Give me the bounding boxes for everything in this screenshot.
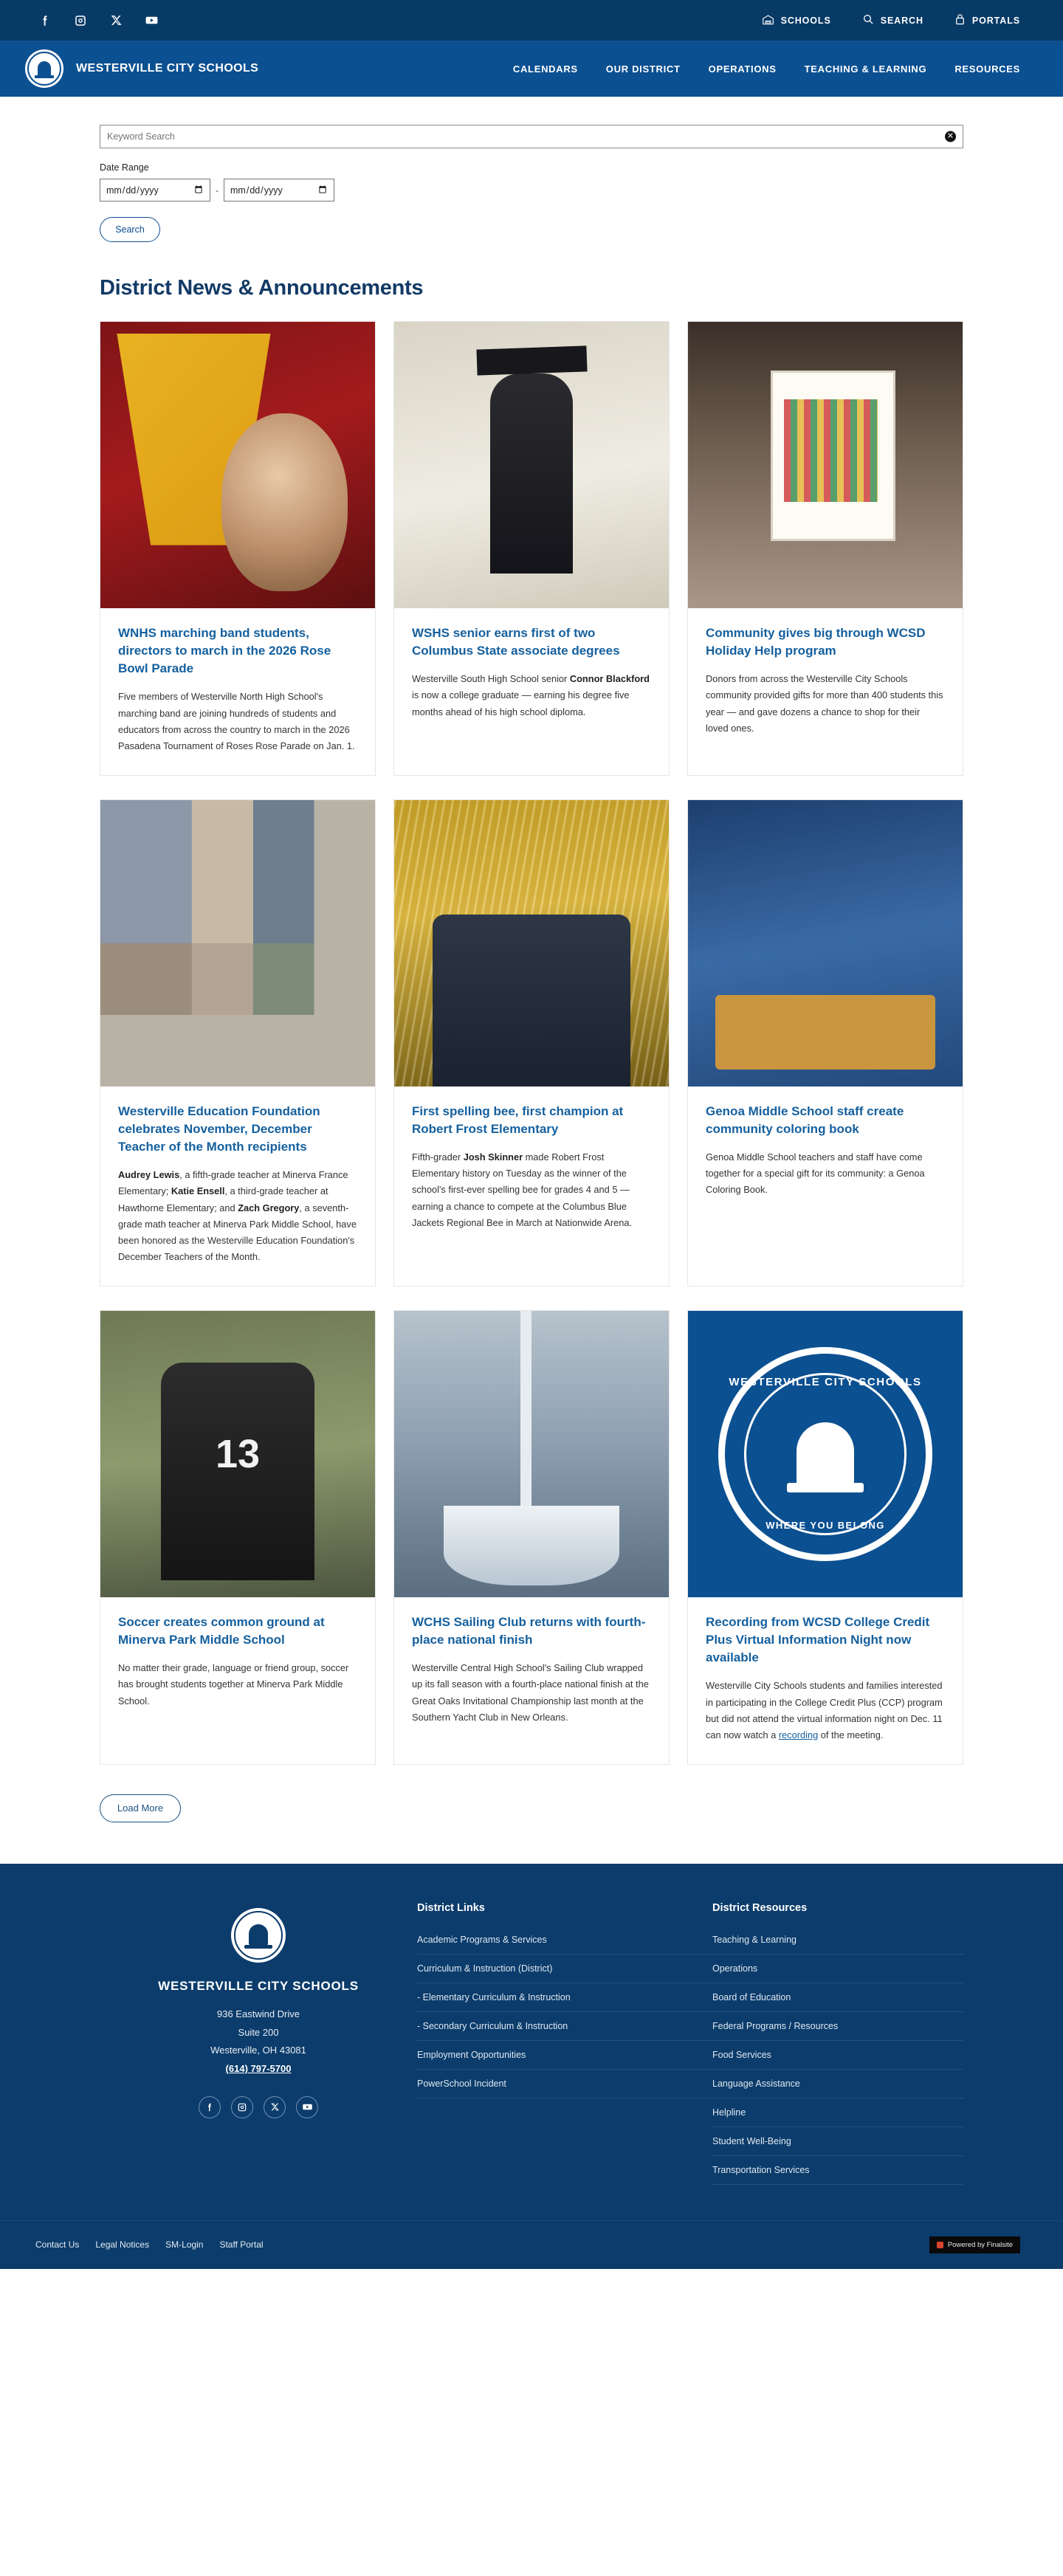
news-card-excerpt: Westerville City Schools students and families interested in participating in the College Credit Plus (CCP) program but did not attend the virtual information night on Dec. 11 can now watch a recording of the meeting.	[706, 1680, 943, 1740]
page-title: District News & Announcements	[100, 276, 424, 300]
news-card-excerpt: Genoa Middle School teachers and staff have come together for a special gift for its community: a Genoa Coloring Book.	[706, 1151, 925, 1196]
utility-link-search[interactable]	[862, 13, 923, 27]
main-navigation	[0, 41, 1063, 97]
news-card[interactable]	[393, 799, 670, 1287]
footer-link-list	[417, 1926, 712, 2098]
footer-brand	[100, 1902, 417, 2185]
seal-bottom-text: WHERE YOU BELONG	[766, 1520, 885, 1531]
utility-link-portals[interactable]	[954, 13, 1020, 27]
news-card[interactable]	[100, 321, 376, 776]
footer-list-item	[712, 2127, 963, 2156]
footer-bottom-link[interactable]: SM-Login	[165, 2239, 204, 2250]
news-card-title[interactable]: Soccer creates common ground at Minerva Park Middle School	[118, 1615, 325, 1647]
footer-bottom-link[interactable]: Staff Portal	[219, 2239, 264, 2250]
news-card-artwork	[394, 1311, 669, 1597]
youtube-icon[interactable]	[296, 2096, 318, 2118]
news-card-artwork	[394, 800, 669, 1086]
footer-list-item	[712, 2156, 963, 2185]
news-card-excerpt: Donors from across the Westerville City Schools community provided gifts for more than 400 students this year — and gave dozens a chance to shop for their loved ones.	[706, 673, 943, 734]
utility-link-schools[interactable]	[762, 14, 831, 27]
footer-link[interactable]: Student Well-Being	[712, 2135, 791, 2146]
utility-bar	[0, 0, 1063, 41]
news-card-title[interactable]: Recording from WCSD College Credit Plus Virtual Information Night now available	[706, 1615, 930, 1665]
news-card-image[interactable]	[100, 322, 375, 608]
news-card-image[interactable]	[688, 1311, 963, 1597]
footer-brand-name: WESTERVILLE CITY SCHOOLS	[158, 1978, 359, 1993]
footer-list-item	[417, 1926, 712, 1955]
news-card-excerpt: Five members of Westerville North High School's marching band are joining hundreds of students and educators from across the country to march in the 2026 Pasadena Tournament of Roses Rose Parade on Jan. 1.	[118, 691, 355, 751]
footer-link[interactable]: Employment Opportunities	[417, 2049, 526, 2060]
news-card-body	[394, 1086, 669, 1252]
news-card-image[interactable]	[394, 1311, 669, 1597]
brand-name: WESTERVILLE CITY SCHOOLS	[76, 62, 259, 75]
search-input[interactable]	[100, 125, 963, 148]
load-more-button[interactable]: Load More	[100, 1794, 181, 1822]
date-range-row	[100, 179, 963, 202]
news-card[interactable]	[393, 1310, 670, 1765]
footer-bottom-bar	[0, 2220, 1063, 2269]
footer-column-title: District Links	[417, 1901, 485, 1914]
nav-item-calendars[interactable]: CALENDARS	[512, 63, 578, 75]
footer-list-item	[417, 2012, 712, 2041]
footer-link[interactable]: Board of Education	[712, 1991, 791, 2002]
footer-link[interactable]: Transportation Services	[712, 2164, 810, 2175]
search-button[interactable]: Search	[100, 217, 160, 242]
seal-top-text: WESTERVILLE CITY SCHOOLS	[729, 1376, 922, 1388]
news-card-body	[394, 1597, 669, 1746]
news-card-excerpt: Westerville Central High School's Sailing Club wrapped up its fall season with a fourth-place national finish at the Great Oaks Invitational Championship last month at the Southern Yacht Club in New Orleans.	[412, 1662, 649, 1723]
address-line-3: Westerville, OH 43081	[210, 2045, 306, 2056]
news-card-title[interactable]: WNHS marching band students, directors to march in the 2026 Rose Bowl Parade	[118, 626, 331, 676]
news-search-form	[100, 97, 963, 242]
news-card[interactable]	[393, 321, 670, 776]
date-range-separator: -	[216, 185, 219, 196]
district-seal-icon	[25, 49, 63, 88]
news-card[interactable]	[687, 799, 963, 1287]
news-card-excerpt: Fifth-grader Josh Skinner made Robert Frost Elementary history on Tuesday as the winner of the school's first-ever spelling bee for grades 4 and 5 — earning a chance to compete at the Columbus Blue Jackets Regional Bee in March at Nationwide Arena.	[412, 1151, 633, 1228]
facebook-icon[interactable]	[37, 13, 53, 29]
news-card-artwork	[688, 1311, 963, 1597]
footer-list-item	[712, 1955, 963, 1983]
footer-link-list	[712, 1926, 963, 2185]
news-card-body	[688, 1086, 963, 1219]
footer-link[interactable]: Language Assistance	[712, 2078, 800, 2089]
news-card-body	[394, 608, 669, 741]
utility-link-label: SCHOOLS	[780, 15, 831, 26]
news-card-body	[688, 1597, 963, 1764]
address-line-2: Suite 200	[238, 2026, 279, 2038]
news-card-artwork	[100, 322, 375, 608]
footer-bottom-links	[35, 2239, 264, 2250]
footer-link[interactable]: - Elementary Curriculum & Instruction	[417, 1991, 571, 2002]
news-card-image[interactable]	[394, 322, 669, 608]
nav-item-our-district[interactable]: OUR DISTRICT	[605, 63, 681, 75]
footer-phone-link[interactable]: (614) 797-5700	[225, 2062, 292, 2074]
news-card-excerpt: Audrey Lewis, a fifth-grade teacher at Minerva France Elementary; Katie Ensell, a third-grade teacher at Hawthorne Elementary; and Zach Gregory, a seventh-grade math teacher at Minerva Park Middle School, have been honored as the Westerville Education Foundation's December Teachers of the Month.	[118, 1169, 357, 1262]
news-card-artwork	[100, 800, 375, 1086]
news-card-excerpt: Westerville South High School senior Connor Blackford is now a college graduate — earning his degree five months ahead of his high school diploma.	[412, 673, 650, 717]
news-card-body	[688, 608, 963, 757]
nav-items	[513, 63, 1020, 75]
district-seal-icon	[231, 1908, 286, 1963]
footer-link[interactable]: PowerSchool Incident	[417, 2078, 506, 2089]
school-building-icon	[762, 14, 774, 27]
footer-link[interactable]: Operations	[712, 1963, 758, 1974]
footer-list-item	[417, 1955, 712, 1983]
nav-item-resources[interactable]: RESOURCES	[954, 63, 1020, 75]
footer-column-title: District Resources	[712, 1901, 808, 1914]
news-card-image[interactable]	[100, 800, 375, 1086]
footer-link[interactable]: Teaching & Learning	[712, 1934, 797, 1945]
news-card-title[interactable]: WSHS senior earns first of two Columbus State associate degrees	[412, 626, 620, 658]
news-card-artwork	[688, 322, 963, 608]
footer-list-item	[712, 2070, 963, 2098]
footer-link[interactable]: Federal Programs / Resources	[712, 2020, 839, 2031]
footer-bottom-link[interactable]: Contact Us	[35, 2239, 80, 2250]
footer-list-item	[417, 1983, 712, 2012]
instagram-icon[interactable]	[72, 13, 89, 29]
news-card-excerpt: No matter their grade, language or friend group, soccer has brought students together at Minerva Park Middle School.	[118, 1662, 349, 1707]
news-card-title[interactable]: WCHS Sailing Club returns with fourth-place national finish	[412, 1615, 646, 1647]
news-card-body	[100, 1086, 375, 1286]
news-card-title[interactable]: Westerville Education Foundation celebrates November, December Teacher of the Month recipients	[118, 1103, 320, 1154]
address-line-1: 936 Eastwind Drive	[217, 2008, 300, 2019]
news-card[interactable]	[687, 1310, 963, 1765]
nav-item-teaching-learning[interactable]: TEACHING & LEARNING	[804, 63, 927, 75]
footer-list-item	[712, 2012, 963, 2041]
footer-bottom-link[interactable]: Legal Notices	[95, 2239, 150, 2250]
footer-social-links	[100, 2096, 417, 2118]
footer-column-district-links	[417, 1902, 712, 2185]
footer-link[interactable]: Curriculum & Instruction (District)	[417, 1963, 553, 1974]
powered-by-label: Powered by Finalsite	[947, 2240, 1013, 2249]
powered-by-badge[interactable]	[929, 2236, 1020, 2253]
site-footer	[0, 1864, 1063, 2269]
footer-list-item	[417, 2070, 712, 2098]
footer-list-item	[712, 1926, 963, 1955]
date-end-input[interactable]	[224, 179, 334, 202]
inline-link[interactable]: recording	[778, 1729, 819, 1740]
footer-link[interactable]: - Secondary Curriculum & Instruction	[417, 2020, 568, 2031]
news-card[interactable]	[100, 1310, 376, 1765]
search-icon	[862, 13, 874, 27]
utility-social-links	[37, 13, 159, 29]
news-card-body	[100, 1597, 375, 1730]
footer-list-item	[712, 1983, 963, 2012]
load-more-wrap	[100, 1794, 963, 1864]
nav-item-operations[interactable]: OPERATIONS	[708, 63, 777, 75]
district-seal-icon	[718, 1347, 932, 1561]
finalsite-logo-icon	[937, 2242, 943, 2248]
footer-list-item	[417, 2041, 712, 2070]
news-card-title[interactable]: First spelling bee, first champion at Robert Frost Elementary	[412, 1103, 624, 1136]
x-twitter-icon[interactable]	[264, 2096, 286, 2118]
instagram-icon[interactable]	[231, 2096, 253, 2118]
news-card-body	[100, 608, 375, 775]
footer-column-district-resources	[712, 1902, 963, 2185]
site-logo-link[interactable]	[25, 49, 258, 88]
news-card-artwork	[100, 1311, 375, 1597]
footer-address	[100, 2005, 417, 2079]
facebook-icon[interactable]	[199, 2096, 221, 2118]
news-card-artwork	[394, 322, 669, 608]
news-card[interactable]	[687, 321, 963, 776]
footer-list-item	[712, 2098, 963, 2127]
utility-link-label: PORTALS	[971, 15, 1020, 26]
news-card-title[interactable]: Community gives big through WCSD Holiday Help program	[706, 626, 926, 658]
news-card-artwork	[688, 800, 963, 1086]
keyword-search-row	[100, 125, 963, 148]
news-card[interactable]	[100, 799, 376, 1287]
clear-search-icon[interactable]: ✕	[945, 131, 956, 142]
news-card-image[interactable]	[688, 322, 963, 608]
footer-list-item	[712, 2041, 963, 2070]
news-grid	[100, 321, 963, 1765]
footer-link[interactable]: Academic Programs & Services	[417, 1934, 547, 1945]
utility-link-label: SEARCH	[880, 15, 923, 26]
news-card-image[interactable]	[100, 1311, 375, 1597]
youtube-icon[interactable]	[143, 13, 159, 29]
lock-icon	[954, 13, 966, 27]
news-card-image[interactable]	[394, 800, 669, 1086]
x-twitter-icon[interactable]	[108, 13, 124, 29]
footer-link[interactable]: Helpline	[712, 2107, 746, 2118]
news-card-title[interactable]: Genoa Middle School staff create community coloring book	[706, 1103, 904, 1136]
footer-link[interactable]: Food Services	[712, 2049, 771, 2060]
news-card-image[interactable]	[688, 800, 963, 1086]
bell-icon	[797, 1422, 854, 1486]
date-range-label: Date Range	[100, 162, 149, 173]
utility-right-links	[762, 13, 1020, 27]
date-start-input[interactable]	[100, 179, 210, 202]
